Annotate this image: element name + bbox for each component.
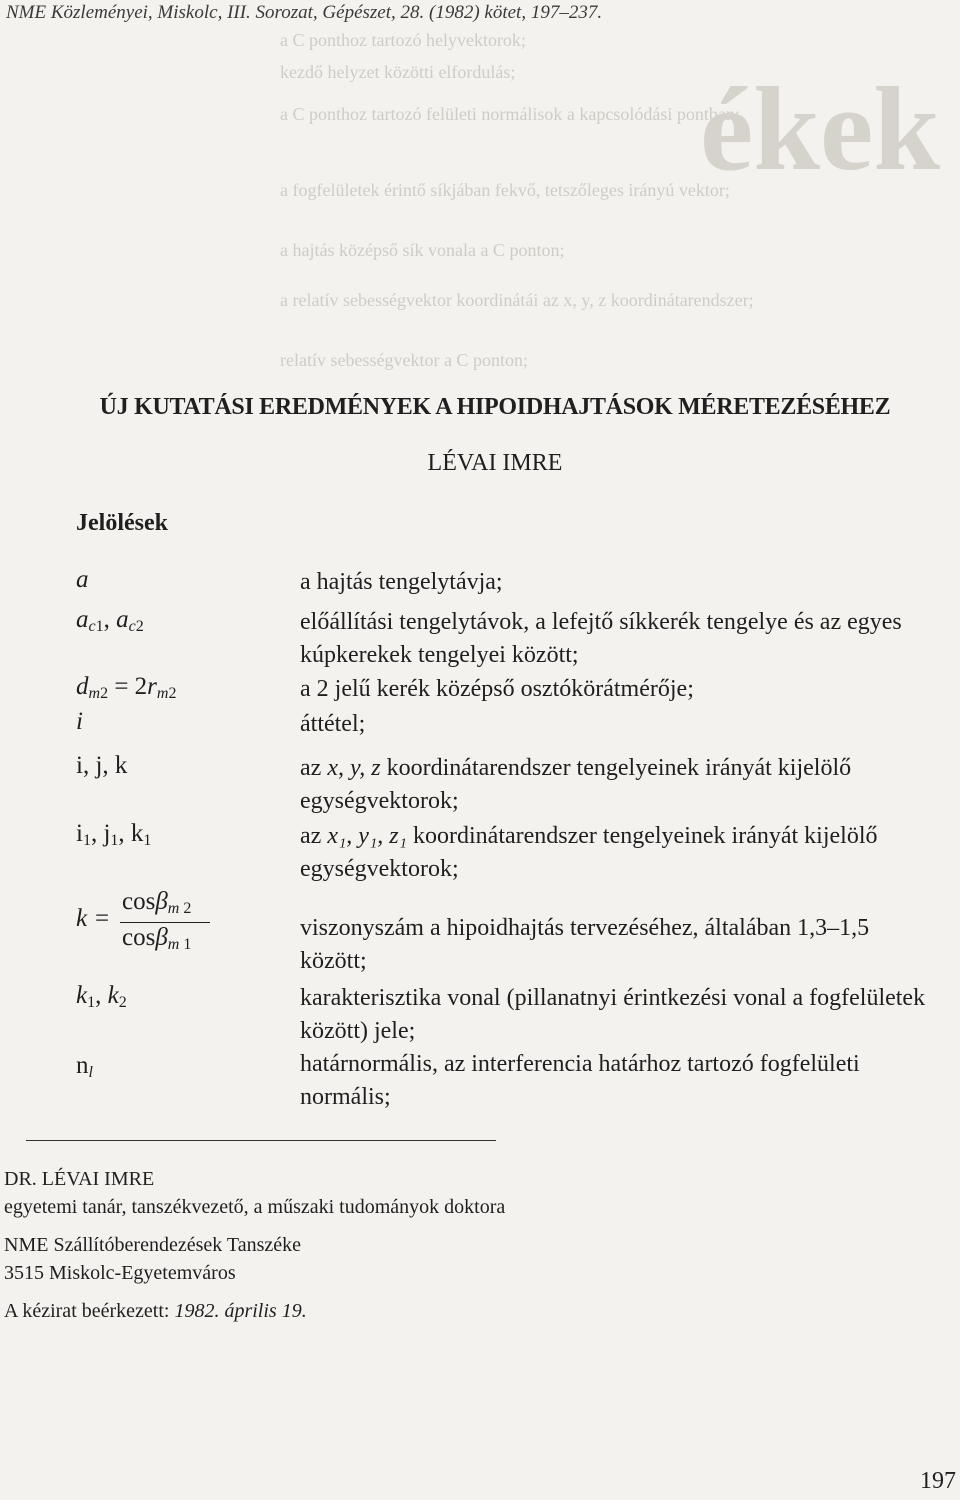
footnote-address: 3515 Miskolc-Egyetemváros [4,1262,236,1284]
article-author: LÉVAI IMRE [427,450,563,476]
symbol-ijk: i, j, k [76,752,128,779]
symbol-a: a [76,566,89,593]
section-heading: Jelölések [76,510,168,536]
notation-desc: előállítási tengelytávok, a lefejtő síkkerék tengelye és az egyes kúpkerekek tengelyei között; [300,609,902,668]
notation-desc: viszonyszám a hipoidhajtás tervezéséhez, általában 1,3–1,5 között; [300,915,870,974]
notation-desc: a hajtás tengelytávja; [300,569,503,595]
footnote-rule [26,1140,496,1141]
footnote-received: A kézirat beérkezett: 1982. április 19. [4,1300,307,1322]
footnote-position: egyetemi tanár, tanszékvezető, a műszaki tudományok doktora [4,1196,506,1218]
notation-desc: áttétel; [300,711,366,737]
footnote-name: DR. LÉVAI IMRE [4,1168,155,1190]
page-number: 197 [920,1468,956,1494]
symbol-dm2: $d_{m2} = 2r_{m2}$ [76,673,177,702]
notation-desc: határnormális, az interferencia határhoz tartozó fogfelületi normális; [300,1051,860,1110]
notation-desc: az x₁, y₁, z₁ koordinátarendszer tengelyeinek irányát kijelölő egységvektorok; [300,823,878,882]
notation-desc: az x, y, z koordinátarendszer tengelyeinek irányát kijelölő egységvektorok; [300,755,852,814]
article-title: ÚJ KUTATÁSI EREDMÉNYEK A HIPOIDHAJTÁSOK MÉRETEZÉSÉHEZ [99,394,891,420]
symbol-i1j1k1: $i_1$, $j_1$, $k_1$ [76,820,152,849]
symbol-ac1-ac2: $a_{c1}$, $a_{c2}$ [76,606,144,635]
notation-desc: karakterisztika vonal (pillanatnyi érintkezési vonal a fogfelületek között) jele; [300,985,926,1044]
symbol-i: i [76,708,83,735]
symbol-nl: $n_l$ [76,1052,93,1081]
notation-desc: a 2 jelű kerék középső osztókörátmérője; [300,676,694,702]
symbol-k1-k2: $k_1$, $k_2$ [76,982,127,1011]
journal-header: NME Közleményei, Miskolc, III. Sorozat, Gépészet, 28. (1982) kötet, 197–237. [6,2,603,23]
footnote-department: NME Szállítóberendezések Tanszéke [4,1234,302,1256]
symbol-k-fraction: k = cosβ$_{m 2}$ cosβ$_{m 1}$ [76,888,226,958]
